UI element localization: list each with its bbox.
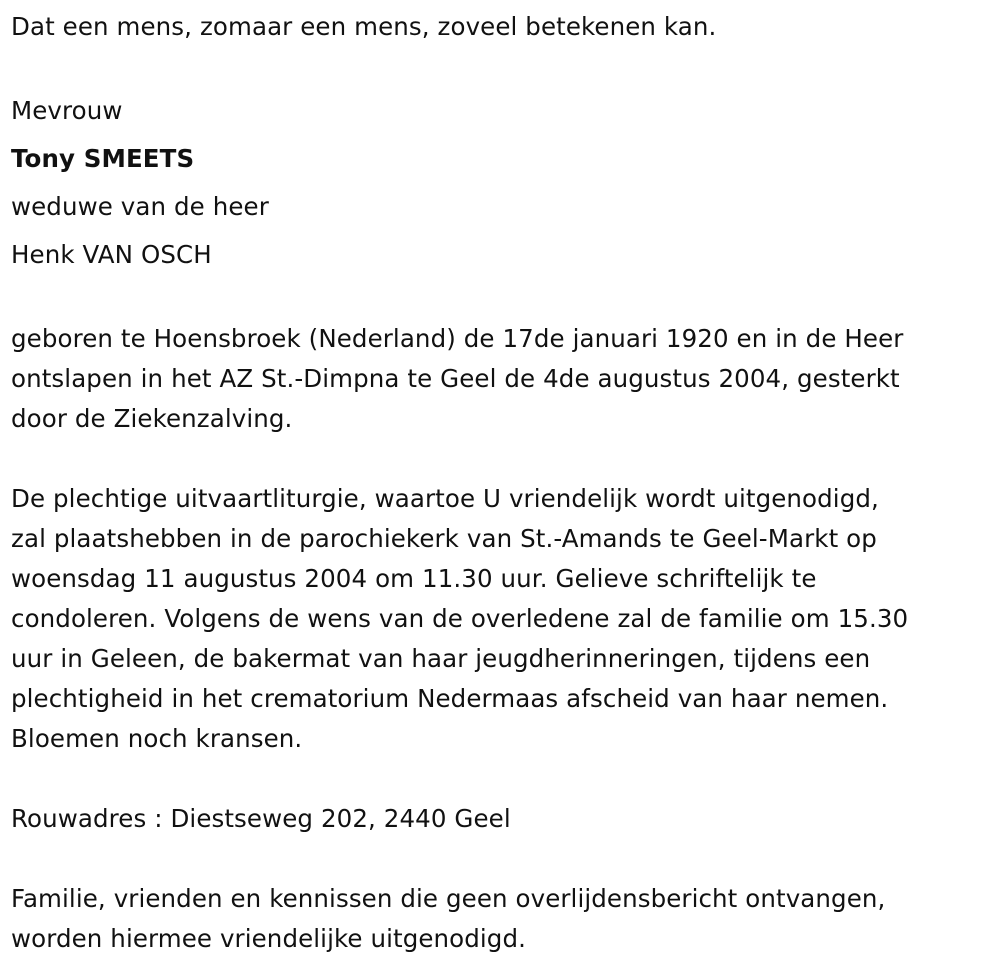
spacer [11, 47, 986, 87]
paragraph-line: door de Ziekenzalving. [11, 404, 293, 433]
paragraph-line: Bloemen noch kransen. [11, 724, 303, 753]
salutation: Mevrouw [11, 96, 123, 125]
spacer [11, 279, 986, 319]
paragraph-line: plechtigheid in het crematorium Nedermaas afscheid van haar nemen. [11, 684, 889, 713]
obituary-document [11, 7, 986, 959]
funeral-paragraph [11, 479, 986, 759]
birth-death-paragraph [11, 319, 986, 439]
spacer [11, 839, 986, 879]
paragraph-line: ontslapen in het AZ St.-Dimpna te Geel de 4de augustus 2004, gesterkt [11, 364, 900, 393]
paragraph-line: De plechtige uitvaartliturgie, waartoe U vriendelijk wordt uitgenodigd, [11, 484, 879, 513]
opening-quote: Dat een mens, zomaar een mens, zoveel betekenen kan. [11, 12, 717, 41]
deceased-name: Tony SMEETS [11, 144, 195, 173]
spacer [11, 439, 986, 479]
spacer [11, 759, 986, 799]
paragraph-line: zal plaatshebben in de parochiekerk van St.-Amands te Geel-Markt op [11, 524, 877, 553]
paragraph-line: worden hiermee vriendelijke uitgenodigd. [11, 924, 526, 953]
closing-paragraph [11, 879, 986, 959]
spouse-name: Henk VAN OSCH [11, 240, 212, 269]
mourning-address: Rouwadres : Diestseweg 202, 2440 Geel [11, 804, 511, 833]
paragraph-line: condoleren. Volgens de wens van de overledene zal de familie om 15.30 [11, 604, 909, 633]
paragraph-line: uur in Geleen, de bakermat van haar jeugdherinneringen, tijdens een [11, 644, 871, 673]
relation-text: weduwe van de heer [11, 192, 269, 221]
paragraph-line: woensdag 11 augustus 2004 om 11.30 uur. Gelieve schriftelijk te [11, 564, 817, 593]
paragraph-line: geboren te Hoensbroek (Nederland) de 17de januari 1920 en in de Heer [11, 324, 904, 353]
paragraph-line: Familie, vrienden en kennissen die geen overlijdensbericht ontvangen, [11, 884, 886, 913]
